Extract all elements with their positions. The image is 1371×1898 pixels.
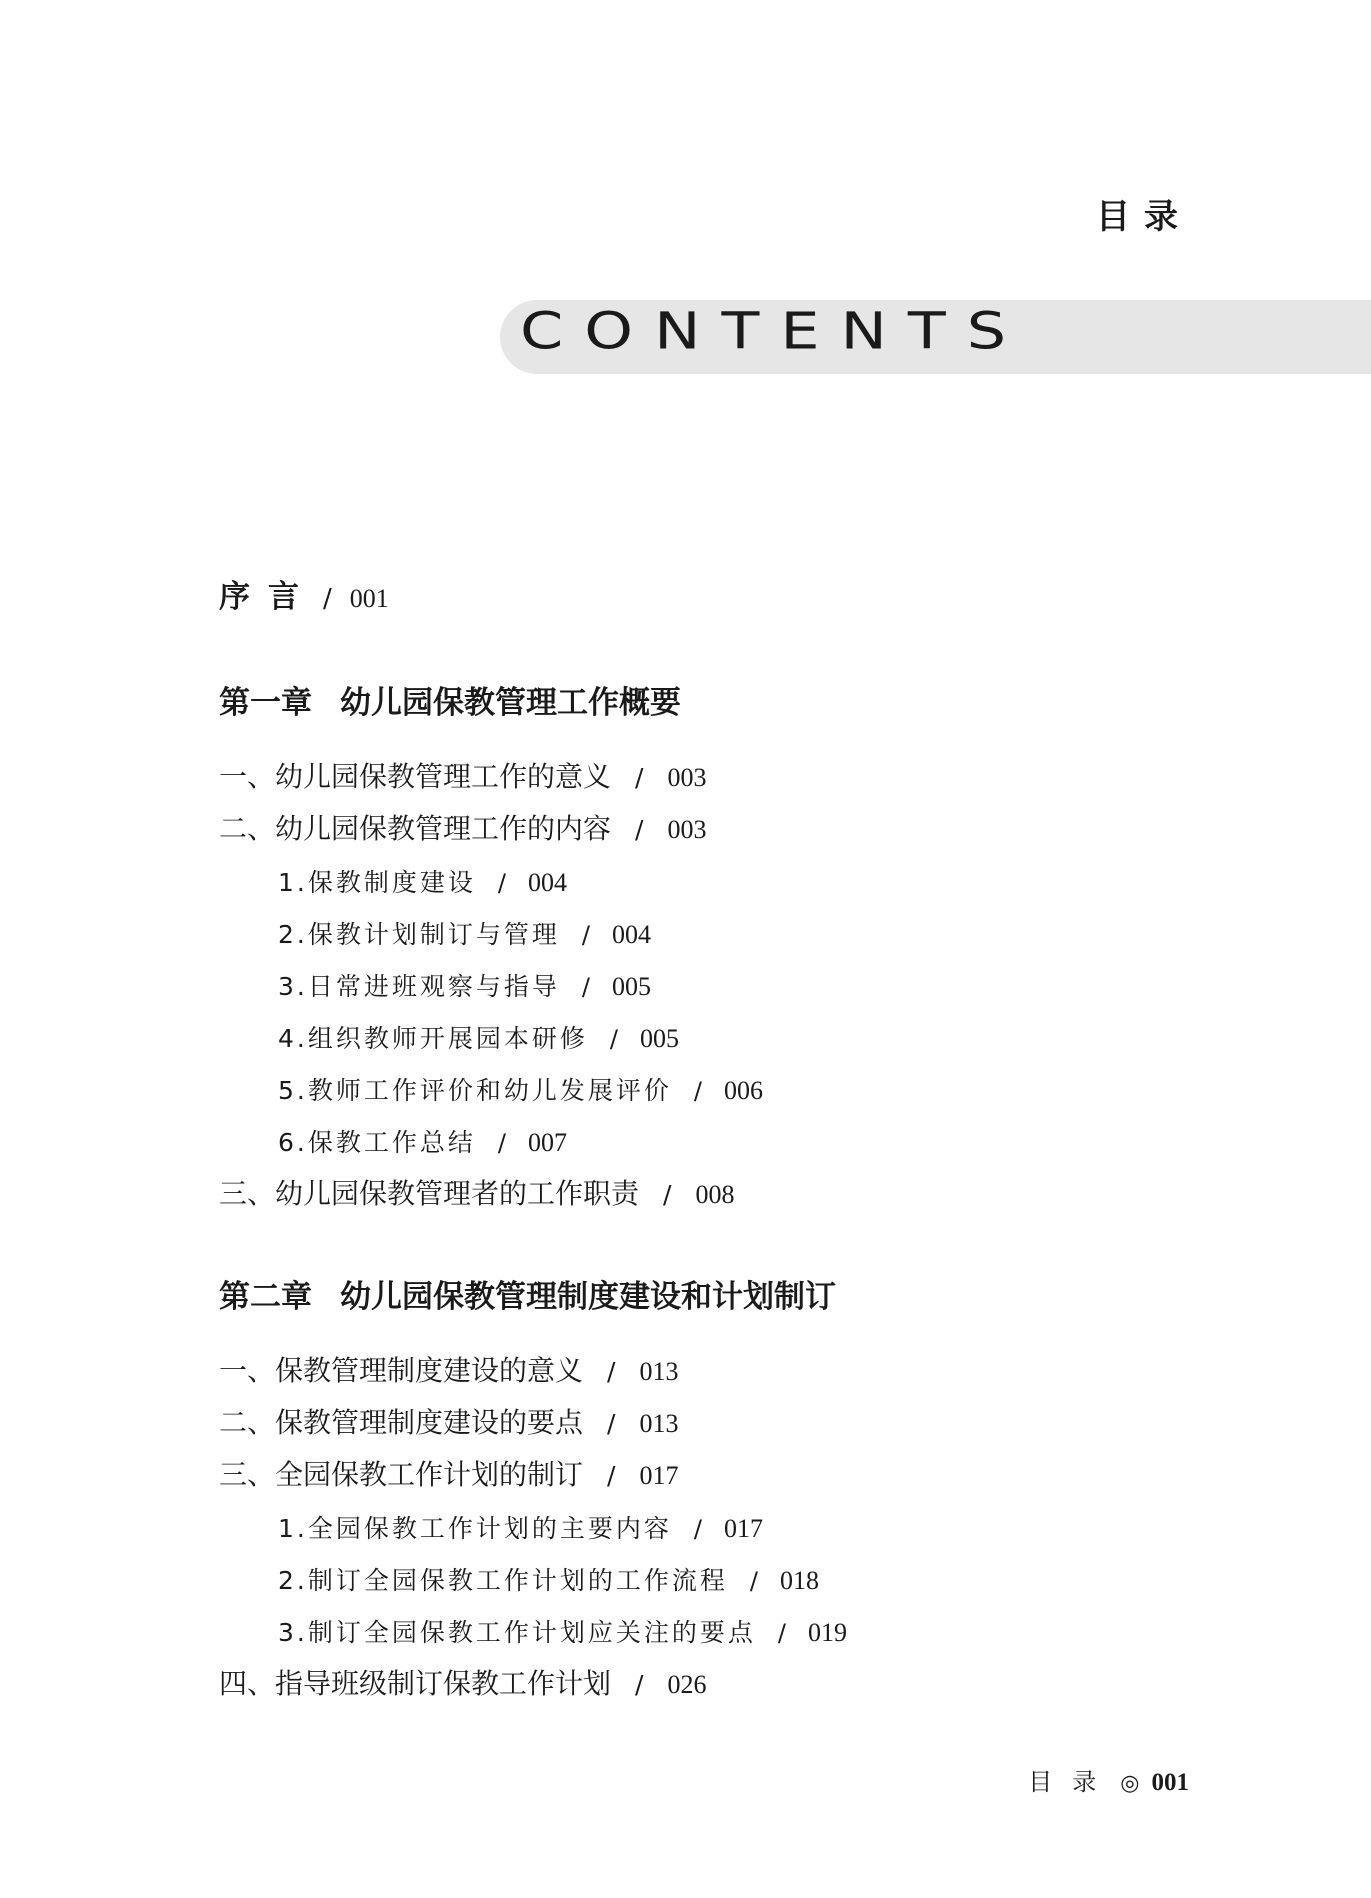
page-number: 006 (723, 1076, 763, 1105)
page-number: 008 (695, 1180, 735, 1209)
page-separator: / (607, 1409, 616, 1438)
toc-entry[interactable] (219, 812, 707, 845)
preface-title: 序言 (219, 579, 317, 615)
toc-title: 目录 (1096, 197, 1192, 237)
entry-text: 二、保教管理制度建设的要点 (219, 1406, 584, 1439)
chapter-title: 幼儿园保教管理制度建设和计划制订 (340, 1279, 836, 1315)
page-number: 003 (667, 815, 707, 844)
entry-text: 1.全园保教工作计划的主要内容 (278, 1514, 672, 1543)
entry-text: 3.日常进班观察与指导 (278, 972, 560, 1001)
toc-entry[interactable] (219, 1177, 735, 1210)
page-number: 017 (723, 1514, 763, 1543)
toc-subentry[interactable] (278, 1130, 567, 1156)
page-number: 001 (349, 584, 389, 613)
page-separator: / (635, 815, 644, 844)
toc-entry-preface[interactable] (219, 579, 389, 615)
entry-text: 四、指导班级制订保教工作计划 (219, 1667, 612, 1700)
page-separator: / (497, 869, 506, 897)
page-separator: / (607, 1461, 616, 1490)
entry-text: 3.制订全园保教工作计划应关注的要点 (278, 1618, 756, 1647)
page-separator: / (607, 1357, 616, 1386)
page-number: 017 (639, 1461, 679, 1490)
page-separator: / (663, 1180, 672, 1209)
entry-text: 三、幼儿园保教管理者的工作职责 (219, 1177, 640, 1210)
toc-subentry[interactable] (278, 1620, 847, 1646)
toc-entry[interactable] (219, 760, 707, 793)
page-separator: / (635, 763, 644, 792)
page-number: 013 (639, 1357, 679, 1386)
entry-text: 2.保教计划制订与管理 (278, 920, 560, 949)
page-number: 004 (611, 920, 651, 949)
toc-entry[interactable] (219, 1458, 679, 1491)
chapter-heading-2[interactable] (219, 1279, 836, 1315)
entry-text: 三、全园保教工作计划的制订 (219, 1458, 584, 1491)
page-number: 005 (639, 1024, 679, 1053)
page-separator: / (777, 1619, 786, 1647)
entry-text: 一、保教管理制度建设的意义 (219, 1354, 584, 1387)
toc-subentry[interactable] (278, 922, 651, 948)
page-number: 026 (667, 1670, 707, 1699)
toc-subentry[interactable] (278, 974, 651, 1000)
bullseye-icon: ◎ (1120, 1771, 1140, 1796)
page-footer (1028, 1762, 1189, 1797)
page-separator: / (693, 1077, 702, 1105)
page-number: 013 (639, 1409, 679, 1438)
toc-subentry[interactable] (278, 1078, 763, 1104)
page-number: 007 (527, 1128, 567, 1157)
entry-text: 一、幼儿园保教管理工作的意义 (219, 760, 612, 793)
chapter-number: 第二章 (219, 1279, 312, 1315)
page-separator: / (609, 1025, 618, 1053)
entry-text: 2.制订全园保教工作计划的工作流程 (278, 1566, 728, 1595)
toc-subentry[interactable] (278, 1568, 819, 1594)
toc-entry[interactable] (219, 1354, 679, 1387)
page-separator: / (323, 584, 332, 614)
toc-subentry[interactable] (278, 1516, 763, 1542)
page-number: 004 (527, 868, 567, 897)
toc-subentry[interactable] (278, 1026, 679, 1052)
footer-page-number: 001 (1151, 1769, 1189, 1796)
entry-text: 二、幼儿园保教管理工作的内容 (219, 812, 612, 845)
page-separator: / (581, 921, 590, 949)
entry-text: 5.教师工作评价和幼儿发展评价 (278, 1076, 672, 1105)
contents-banner-text: CONTENTS (520, 301, 1028, 361)
page-separator: / (581, 973, 590, 1001)
page-number: 019 (807, 1618, 847, 1647)
page-separator: / (497, 1129, 506, 1157)
chapter-title: 幼儿园保教管理工作概要 (340, 685, 681, 721)
chapter-heading-1[interactable] (219, 685, 681, 721)
page-number: 003 (667, 763, 707, 792)
page-separator: / (749, 1567, 758, 1595)
toc-subentry[interactable] (278, 870, 567, 896)
entry-text: 4.组织教师开展园本研修 (278, 1024, 588, 1053)
page-separator: / (693, 1515, 702, 1543)
page-separator: / (635, 1670, 644, 1699)
entry-text: 6.保教工作总结 (278, 1128, 476, 1157)
footer-label: 目录 (1028, 1768, 1117, 1796)
toc-entry[interactable] (219, 1667, 707, 1700)
page-number: 018 (779, 1566, 819, 1595)
chapter-number: 第一章 (219, 685, 312, 721)
page-number: 005 (611, 972, 651, 1001)
entry-text: 1.保教制度建设 (278, 868, 476, 897)
toc-entry[interactable] (219, 1406, 679, 1439)
